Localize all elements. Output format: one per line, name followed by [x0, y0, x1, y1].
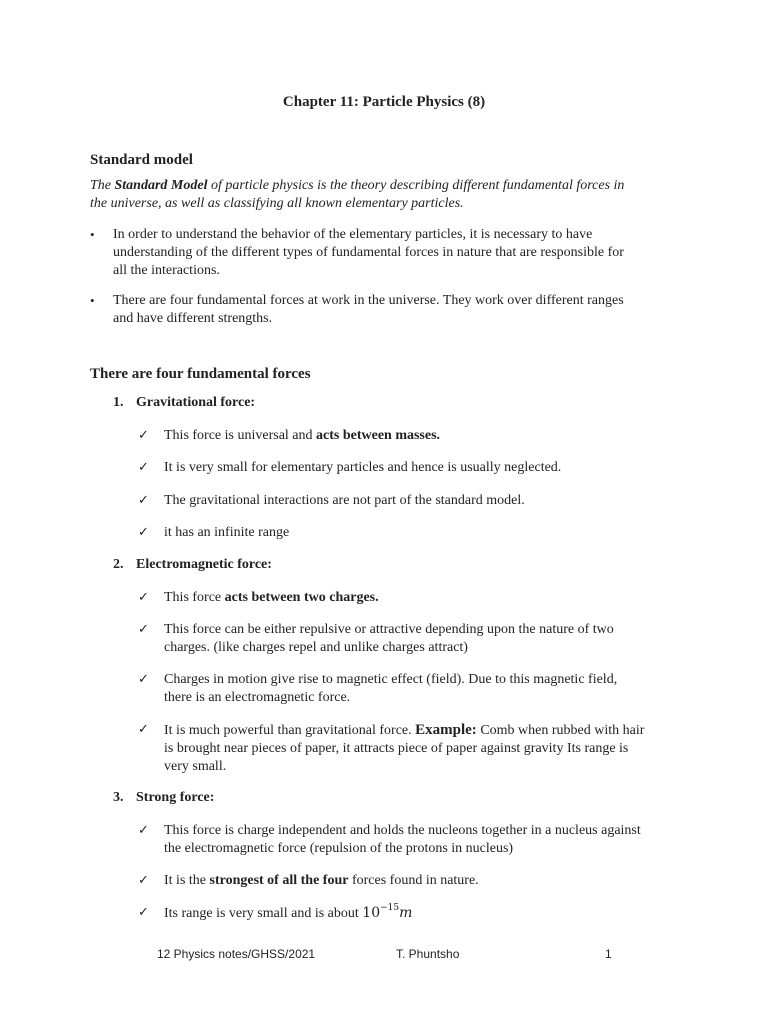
- force-title-electromagnetic: Electromagnetic force:: [136, 557, 272, 572]
- point-line: there is an electromagnetic force.: [164, 690, 351, 705]
- point-bold: acts between two charges.: [224, 590, 379, 605]
- force-number: 1.: [113, 395, 124, 410]
- force-title-gravitational: Gravitational force:: [136, 395, 256, 410]
- bullet-paragraph: [113, 226, 685, 280]
- point-text: It is much powerful than gravitational force.: [164, 723, 416, 738]
- force-point: [164, 872, 694, 890]
- definition-text: the universe, as well as classifying all known elementary particles.: [90, 196, 464, 211]
- bullet-icon: •: [90, 293, 95, 308]
- bullet-icon: •: [90, 227, 95, 242]
- check-icon: ✓: [138, 872, 149, 887]
- definition-text: The: [90, 178, 115, 193]
- page-number: 1: [605, 947, 612, 961]
- force-point: [164, 589, 694, 607]
- check-icon: ✓: [138, 721, 149, 736]
- bullet-line: understanding of the different types of fundamental forces in nature that are responsible for: [113, 245, 624, 260]
- point-text: Its range is very small and is about: [164, 906, 363, 921]
- standard-model-definition: [90, 177, 690, 213]
- section-heading-four-forces: There are four fundamental forces: [90, 366, 311, 382]
- force-point: it has an infinite range: [164, 525, 290, 540]
- force-number: 3.: [113, 790, 124, 805]
- definition-bold-term: Standard Model: [114, 178, 208, 193]
- point-line: charges. (like charges repel and unlike charges attract): [164, 640, 468, 655]
- bullet-line: In order to understand the behavior of the elementary particles, it is necessary to have: [113, 227, 593, 242]
- check-icon: ✓: [138, 589, 149, 604]
- force-point: [164, 721, 694, 776]
- point-bold: Example:: [415, 722, 477, 738]
- check-icon: ✓: [138, 904, 149, 919]
- section-heading-standard-model: Standard model: [90, 152, 193, 168]
- force-point: [164, 822, 694, 858]
- point-text: This force is universal and: [164, 428, 317, 443]
- point-bold: strongest of all the four: [209, 873, 349, 888]
- force-number: 2.: [113, 557, 124, 572]
- force-point: The gravitational interactions are not part of the standard model.: [164, 493, 525, 508]
- bullet-line: all the interactions.: [113, 263, 220, 278]
- point-line: This force can be either repulsive or attractive depending upon the nature of two: [164, 622, 614, 637]
- bullet-line: There are four fundamental forces at work in the universe. They work over different ranges: [113, 293, 624, 308]
- check-icon: ✓: [138, 524, 149, 539]
- check-icon: ✓: [138, 621, 149, 636]
- force-title-strong: Strong force:: [136, 790, 215, 805]
- force-point: It is very small for elementary particles and hence is usually neglected.: [164, 460, 562, 475]
- point-line: This force is charge independent and holds the nucleons together in a nucleus against: [164, 823, 641, 838]
- check-icon: ✓: [138, 822, 149, 837]
- point-line: is brought near pieces of paper, it attracts piece of paper against gravity Its range is: [164, 741, 629, 756]
- bullet-paragraph: [113, 292, 685, 328]
- point-line: the electromagnetic force (repulsion of the protons in nucleus): [164, 841, 514, 856]
- point-line: Charges in motion give rise to magnetic effect (field). Due to this magnetic field,: [164, 672, 618, 687]
- force-point: [164, 671, 694, 707]
- check-icon: ✓: [138, 671, 149, 686]
- check-icon: ✓: [138, 459, 149, 474]
- range-unit: m: [399, 905, 413, 921]
- force-point: [164, 621, 694, 657]
- check-icon: ✓: [138, 427, 149, 442]
- point-text: It is the: [164, 873, 210, 888]
- footer-left: 12 Physics notes/GHSS/2021: [157, 947, 316, 961]
- page-title: Chapter 11: Particle Physics (8): [282, 94, 486, 110]
- point-text: This force: [164, 590, 225, 605]
- range-exponent: −15: [380, 903, 400, 913]
- force-point: [164, 427, 694, 445]
- point-text: Comb when rubbed with hair: [476, 723, 645, 738]
- point-text: forces found in nature.: [348, 873, 479, 888]
- definition-text: of particle physics is the theory describing different fundamental forces in: [207, 178, 625, 193]
- point-bold: acts between masses.: [316, 428, 441, 443]
- point-line: very small.: [164, 759, 227, 774]
- check-icon: ✓: [138, 492, 149, 507]
- bullet-line: and have different strengths.: [113, 311, 273, 326]
- footer-author: T. Phuntsho: [396, 947, 460, 961]
- force-point: [164, 904, 694, 923]
- range-value: 10: [362, 905, 381, 921]
